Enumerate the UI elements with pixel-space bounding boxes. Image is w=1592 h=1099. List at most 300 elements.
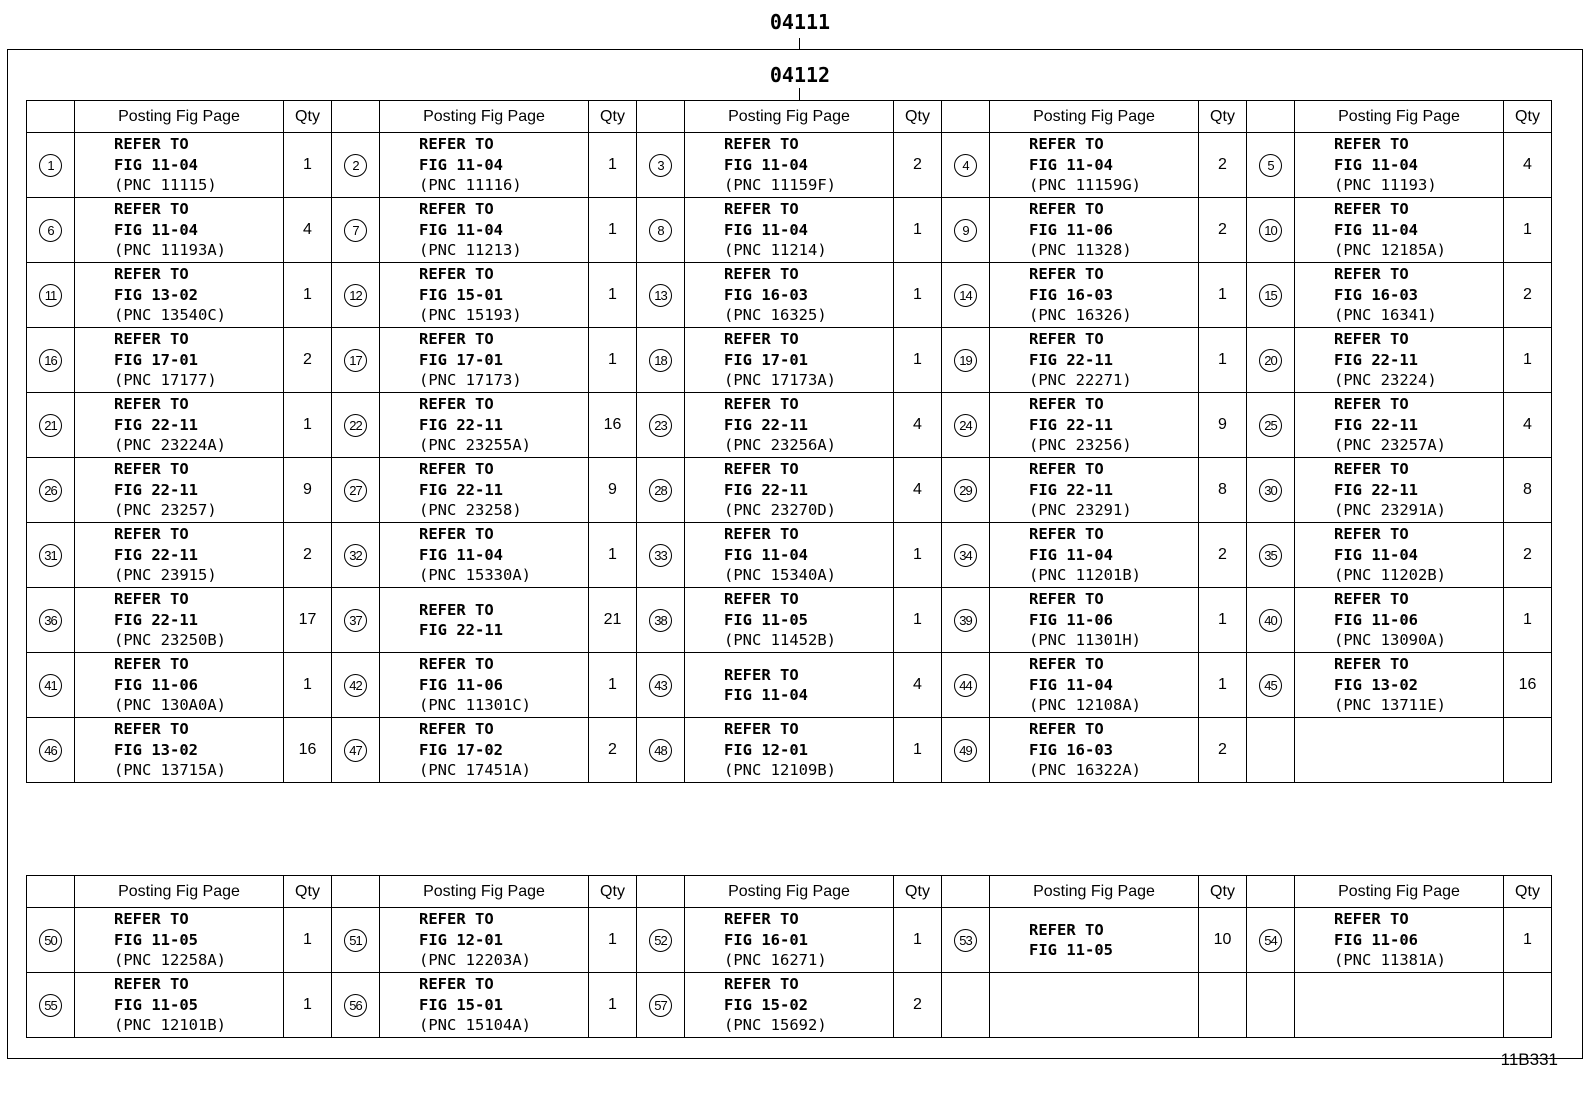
qty-cell: 1 xyxy=(894,263,942,328)
fig-page-ref: FIG 22-11 xyxy=(1029,480,1113,499)
pnc-ref: (PNC 23255A) xyxy=(419,436,531,455)
item-number-circle: 33 xyxy=(649,544,672,567)
qty-cell: 1 xyxy=(1504,908,1552,973)
item-number-cell xyxy=(942,973,990,1038)
refer-to-label: REFER TO xyxy=(114,590,189,609)
fig-page-ref: FIG 16-01 xyxy=(724,930,808,949)
fig-page-ref: FIG 15-01 xyxy=(419,995,503,1014)
posting-reference-cell xyxy=(1295,908,1504,973)
refer-to-label: REFER TO xyxy=(114,200,189,219)
posting-reference-cell xyxy=(1295,718,1504,783)
qty-cell: 1 xyxy=(1199,328,1247,393)
table-row xyxy=(27,133,1552,198)
posting-reference-cell xyxy=(1295,973,1504,1038)
qty-cell: 9 xyxy=(589,458,637,523)
refer-to-label: REFER TO xyxy=(1029,525,1104,544)
item-number-circle: 57 xyxy=(649,994,672,1017)
qty-cell: 2 xyxy=(1199,718,1247,783)
parts-reference-table xyxy=(26,100,1552,783)
item-number-circle: 41 xyxy=(39,674,62,697)
pnc-ref: (PNC 16322A) xyxy=(1029,761,1141,780)
header-num-cell xyxy=(332,101,380,133)
qty-cell: 2 xyxy=(284,328,332,393)
item-number-circle: 42 xyxy=(344,674,367,697)
header-num-cell xyxy=(27,101,75,133)
pnc-ref: (PNC 23270D) xyxy=(724,501,836,520)
item-number-cell xyxy=(1247,588,1295,653)
posting-reference-cell xyxy=(75,588,284,653)
pnc-ref: (PNC 12109B) xyxy=(724,761,836,780)
qty-cell: 2 xyxy=(1199,133,1247,198)
header-qty: Qty xyxy=(1504,876,1552,908)
item-number-circle: 3 xyxy=(649,154,672,177)
item-number-cell xyxy=(332,588,380,653)
refer-to-label: REFER TO xyxy=(419,330,494,349)
posting-reference-cell xyxy=(75,523,284,588)
fig-page-ref: FIG 16-03 xyxy=(1334,285,1418,304)
posting-reference-cell xyxy=(380,133,589,198)
posting-reference-cell xyxy=(380,718,589,783)
item-number-cell xyxy=(637,908,685,973)
pnc-ref: (PNC 15193) xyxy=(419,306,522,325)
refer-to-label: REFER TO xyxy=(1334,330,1409,349)
qty-cell: 1 xyxy=(589,653,637,718)
qty-cell: 1 xyxy=(589,523,637,588)
table-row xyxy=(27,588,1552,653)
pnc-ref: (PNC 17451A) xyxy=(419,761,531,780)
header-qty: Qty xyxy=(1199,101,1247,133)
pnc-ref: (PNC 15692) xyxy=(724,1016,827,1035)
pnc-ref: (PNC 11159F) xyxy=(724,176,836,195)
fig-page-ref: FIG 12-01 xyxy=(419,930,503,949)
item-number-cell xyxy=(1247,133,1295,198)
refer-to-label: REFER TO xyxy=(1029,395,1104,414)
item-number-circle: 32 xyxy=(344,544,367,567)
item-number-cell xyxy=(332,458,380,523)
refer-to-label: REFER TO xyxy=(1029,460,1104,479)
item-number-cell xyxy=(942,133,990,198)
pnc-ref: (PNC 23258) xyxy=(419,501,522,520)
pnc-ref: (PNC 23256) xyxy=(1029,436,1132,455)
fig-page-ref: FIG 22-11 xyxy=(1029,415,1113,434)
refer-to-label: REFER TO xyxy=(1029,200,1104,219)
item-number-cell xyxy=(332,263,380,328)
fig-page-ref: FIG 11-04 xyxy=(114,155,198,174)
refer-to-label: REFER TO xyxy=(114,525,189,544)
item-number-circle: 14 xyxy=(954,284,977,307)
header-num-cell xyxy=(332,876,380,908)
item-number-cell xyxy=(942,263,990,328)
fig-page-ref: FIG 11-06 xyxy=(1029,220,1113,239)
item-number-circle: 4 xyxy=(954,154,977,177)
qty-cell: 1 xyxy=(894,908,942,973)
refer-to-label: REFER TO xyxy=(114,655,189,674)
qty-cell: 2 xyxy=(894,133,942,198)
item-number-cell xyxy=(637,588,685,653)
refer-to-label: REFER TO xyxy=(1029,590,1104,609)
posting-reference-cell xyxy=(685,458,894,523)
refer-to-label: REFER TO xyxy=(114,330,189,349)
fig-page-ref: FIG 11-04 xyxy=(1029,675,1113,694)
item-number-cell xyxy=(637,328,685,393)
pnc-ref: (PNC 12108A) xyxy=(1029,696,1141,715)
item-number-circle: 13 xyxy=(649,284,672,307)
table-row xyxy=(27,393,1552,458)
fig-page-ref: FIG 11-05 xyxy=(1029,941,1113,959)
item-number-cell xyxy=(637,263,685,328)
header-num-cell xyxy=(1247,101,1295,133)
item-number-cell xyxy=(27,523,75,588)
qty-cell: 1 xyxy=(894,523,942,588)
pnc-ref: (PNC 12203A) xyxy=(419,951,531,970)
refer-to-label: REFER TO xyxy=(114,975,189,994)
item-number-circle: 1 xyxy=(39,154,62,177)
header-num-cell xyxy=(942,101,990,133)
item-number-circle: 20 xyxy=(1259,349,1282,372)
pnc-ref: (PNC 11193) xyxy=(1334,176,1437,195)
qty-cell: 17 xyxy=(284,588,332,653)
item-number-circle: 56 xyxy=(344,994,367,1017)
fig-page-ref: FIG 11-06 xyxy=(419,675,503,694)
pnc-ref: (PNC 23257A) xyxy=(1334,436,1446,455)
refer-to-label: REFER TO xyxy=(114,720,189,739)
fig-page-ref: FIG 13-02 xyxy=(1334,675,1418,694)
fig-page-ref: FIG 11-04 xyxy=(419,220,503,239)
header-qty: Qty xyxy=(589,101,637,133)
posting-reference-cell xyxy=(685,328,894,393)
pnc-ref: (PNC 11452B) xyxy=(724,631,836,650)
header-num-cell xyxy=(1247,876,1295,908)
pnc-ref: (PNC 13711E) xyxy=(1334,696,1446,715)
refer-to-label: REFER TO xyxy=(724,460,799,479)
table-row xyxy=(27,973,1552,1038)
fig-page-ref: FIG 22-11 xyxy=(724,415,808,434)
pnc-ref: (PNC 11381A) xyxy=(1334,951,1446,970)
posting-reference-cell xyxy=(685,198,894,263)
qty-cell: 1 xyxy=(1504,198,1552,263)
qty-cell: 1 xyxy=(589,908,637,973)
refer-to-label: REFER TO xyxy=(419,975,494,994)
qty-cell: 4 xyxy=(894,393,942,458)
pnc-ref: (PNC 15330A) xyxy=(419,566,531,585)
qty-cell: 2 xyxy=(1504,263,1552,328)
fig-page-ref: FIG 22-11 xyxy=(114,480,198,499)
refer-to-label: REFER TO xyxy=(724,265,799,284)
item-number-circle: 27 xyxy=(344,479,367,502)
fig-page-ref: FIG 13-02 xyxy=(114,285,198,304)
fig-page-ref: FIG 22-11 xyxy=(114,545,198,564)
posting-reference-cell xyxy=(75,973,284,1038)
qty-cell: 4 xyxy=(1504,393,1552,458)
posting-reference-cell xyxy=(75,393,284,458)
posting-reference-cell xyxy=(1295,393,1504,458)
refer-to-label: REFER TO xyxy=(1029,135,1104,154)
posting-reference-cell xyxy=(75,653,284,718)
item-number-cell xyxy=(637,393,685,458)
item-number-cell xyxy=(1247,718,1295,783)
header-posting-fig-page: Posting Fig Page xyxy=(75,876,284,908)
posting-reference-cell xyxy=(1295,133,1504,198)
pnc-ref: (PNC 13090A) xyxy=(1334,631,1446,650)
posting-reference-cell xyxy=(75,908,284,973)
header-num-cell xyxy=(942,876,990,908)
fig-page-ref: FIG 11-04 xyxy=(724,686,808,704)
posting-reference-cell xyxy=(380,973,589,1038)
qty-cell xyxy=(1504,973,1552,1038)
item-number-circle: 43 xyxy=(649,674,672,697)
header-num-cell xyxy=(27,876,75,908)
item-number-cell xyxy=(1247,523,1295,588)
item-number-circle: 46 xyxy=(39,739,62,762)
item-number-cell xyxy=(942,908,990,973)
qty-cell: 4 xyxy=(894,653,942,718)
item-number-circle: 31 xyxy=(39,544,62,567)
item-number-cell xyxy=(1247,328,1295,393)
item-number-cell xyxy=(637,133,685,198)
qty-cell: 1 xyxy=(1199,588,1247,653)
pnc-ref: (PNC 23250B) xyxy=(114,631,226,650)
refer-to-label: REFER TO xyxy=(114,265,189,284)
qty-cell: 1 xyxy=(284,973,332,1038)
pnc-ref: (PNC 11213) xyxy=(419,241,522,260)
item-number-circle: 24 xyxy=(954,414,977,437)
refer-to-label: REFER TO xyxy=(724,720,799,739)
pnc-ref: (PNC 130A0A) xyxy=(114,696,226,715)
item-number-circle: 6 xyxy=(39,219,62,242)
item-number-cell xyxy=(27,458,75,523)
posting-reference-cell xyxy=(380,263,589,328)
item-number-circle: 29 xyxy=(954,479,977,502)
fig-page-ref: FIG 11-04 xyxy=(724,545,808,564)
pnc-ref: (PNC 23291A) xyxy=(1334,501,1446,520)
refer-to-label: REFER TO xyxy=(1029,720,1104,739)
refer-to-label: REFER TO xyxy=(419,395,494,414)
posting-reference-cell xyxy=(1295,523,1504,588)
fig-page-ref: FIG 11-04 xyxy=(114,220,198,239)
leader-line-sub xyxy=(799,88,800,100)
posting-reference-cell xyxy=(685,133,894,198)
refer-to-label: REFER TO xyxy=(419,910,494,929)
posting-reference-cell xyxy=(380,328,589,393)
item-number-cell xyxy=(1247,973,1295,1038)
fig-page-ref: FIG 22-11 xyxy=(419,621,503,639)
fig-page-ref: FIG 22-11 xyxy=(1029,350,1113,369)
item-number-cell xyxy=(27,653,75,718)
item-number-cell xyxy=(637,973,685,1038)
qty-cell: 1 xyxy=(589,328,637,393)
refer-to-label: REFER TO xyxy=(1029,655,1104,674)
refer-to-label: REFER TO xyxy=(1334,395,1409,414)
item-number-cell xyxy=(27,908,75,973)
item-number-circle: 2 xyxy=(344,154,367,177)
header-posting-fig-page: Posting Fig Page xyxy=(1295,876,1504,908)
refer-to-label: REFER TO xyxy=(724,665,799,684)
item-number-circle: 35 xyxy=(1259,544,1282,567)
item-number-circle: 15 xyxy=(1259,284,1282,307)
posting-reference-cell xyxy=(685,973,894,1038)
item-number-cell xyxy=(942,328,990,393)
qty-cell: 1 xyxy=(589,133,637,198)
refer-to-label: REFER TO xyxy=(1029,330,1104,349)
pnc-ref: (PNC 23257) xyxy=(114,501,217,520)
qty-cell: 1 xyxy=(284,133,332,198)
header-posting-fig-page: Posting Fig Page xyxy=(1295,101,1504,133)
table-row xyxy=(27,523,1552,588)
pnc-ref: (PNC 17177) xyxy=(114,371,217,390)
item-number-circle: 52 xyxy=(649,929,672,952)
item-number-cell xyxy=(332,523,380,588)
qty-cell xyxy=(1504,718,1552,783)
table-row xyxy=(27,718,1552,783)
fig-page-ref: FIG 11-04 xyxy=(1029,545,1113,564)
posting-reference-cell xyxy=(380,523,589,588)
pnc-ref: (PNC 13540C) xyxy=(114,306,226,325)
fig-page-ref: FIG 16-03 xyxy=(724,285,808,304)
qty-cell: 8 xyxy=(1504,458,1552,523)
header-qty: Qty xyxy=(589,876,637,908)
posting-reference-cell xyxy=(990,973,1199,1038)
qty-cell: 1 xyxy=(284,263,332,328)
posting-reference-cell xyxy=(1295,198,1504,263)
fig-page-ref: FIG 16-03 xyxy=(1029,285,1113,304)
qty-cell xyxy=(1199,973,1247,1038)
posting-reference-cell xyxy=(1295,588,1504,653)
table-row xyxy=(27,458,1552,523)
header-posting-fig-page: Posting Fig Page xyxy=(75,101,284,133)
leader-line-top xyxy=(799,38,800,49)
posting-reference-cell xyxy=(380,198,589,263)
pnc-ref: (PNC 16325) xyxy=(724,306,827,325)
fig-page-ref: FIG 11-06 xyxy=(1029,610,1113,629)
refer-to-label: REFER TO xyxy=(1334,200,1409,219)
item-number-cell xyxy=(942,718,990,783)
item-number-cell xyxy=(942,588,990,653)
posting-reference-cell xyxy=(75,133,284,198)
refer-to-label: REFER TO xyxy=(724,200,799,219)
item-number-circle: 18 xyxy=(649,349,672,372)
refer-to-label: REFER TO xyxy=(1334,655,1409,674)
posting-reference-cell xyxy=(685,718,894,783)
pnc-ref: (PNC 16271) xyxy=(724,951,827,970)
qty-cell: 4 xyxy=(1504,133,1552,198)
refer-to-label: REFER TO xyxy=(724,975,799,994)
fig-page-ref: FIG 11-05 xyxy=(724,610,808,629)
item-number-circle: 26 xyxy=(39,479,62,502)
qty-cell: 2 xyxy=(284,523,332,588)
fig-page-ref: FIG 11-04 xyxy=(419,545,503,564)
header-posting-fig-page: Posting Fig Page xyxy=(990,876,1199,908)
refer-to-label: REFER TO xyxy=(1334,265,1409,284)
fig-page-ref: FIG 22-11 xyxy=(114,415,198,434)
refer-to-label: REFER TO xyxy=(1334,910,1409,929)
fig-page-ref: FIG 11-04 xyxy=(724,220,808,239)
posting-reference-cell xyxy=(990,328,1199,393)
header-posting-fig-page: Posting Fig Page xyxy=(685,876,894,908)
fig-page-ref: FIG 17-02 xyxy=(419,740,503,759)
item-number-cell xyxy=(27,393,75,458)
item-number-cell xyxy=(942,393,990,458)
pnc-ref: (PNC 16326) xyxy=(1029,306,1132,325)
table-row xyxy=(27,653,1552,718)
header-posting-fig-page: Posting Fig Page xyxy=(685,101,894,133)
parts-reference-table-continued xyxy=(26,875,1552,1038)
qty-cell: 1 xyxy=(1504,328,1552,393)
posting-reference-cell xyxy=(1295,458,1504,523)
fig-page-ref: FIG 17-01 xyxy=(114,350,198,369)
item-number-cell xyxy=(332,718,380,783)
item-number-circle: 10 xyxy=(1259,219,1282,242)
item-number-circle: 22 xyxy=(344,414,367,437)
header-qty: Qty xyxy=(284,101,332,133)
fig-page-ref: FIG 22-11 xyxy=(419,415,503,434)
qty-cell: 8 xyxy=(1199,458,1247,523)
pnc-ref: (PNC 11301C) xyxy=(419,696,531,715)
refer-to-label: REFER TO xyxy=(724,525,799,544)
fig-page-ref: FIG 22-11 xyxy=(114,610,198,629)
item-number-circle: 17 xyxy=(344,349,367,372)
fig-page-ref: FIG 11-06 xyxy=(1334,930,1418,949)
fig-page-ref: FIG 11-06 xyxy=(114,675,198,694)
refer-to-label: REFER TO xyxy=(419,720,494,739)
posting-reference-cell xyxy=(990,908,1199,973)
item-number-cell xyxy=(332,908,380,973)
posting-reference-cell xyxy=(685,588,894,653)
item-number-cell xyxy=(27,133,75,198)
pnc-ref: (PNC 11202B) xyxy=(1334,566,1446,585)
item-number-circle: 25 xyxy=(1259,414,1282,437)
item-number-circle: 19 xyxy=(954,349,977,372)
posting-reference-cell xyxy=(990,198,1199,263)
pnc-ref: (PNC 12185A) xyxy=(1334,241,1446,260)
qty-cell: 9 xyxy=(1199,393,1247,458)
pnc-ref: (PNC 23224A) xyxy=(114,436,226,455)
qty-cell: 4 xyxy=(894,458,942,523)
qty-cell: 9 xyxy=(284,458,332,523)
item-number-cell xyxy=(27,263,75,328)
assembly-code-04112: 04112 xyxy=(769,63,831,87)
qty-cell: 1 xyxy=(589,973,637,1038)
posting-reference-cell xyxy=(75,458,284,523)
illustration-code: 11B331 xyxy=(1500,1050,1558,1069)
item-number-circle: 54 xyxy=(1259,929,1282,952)
item-number-cell xyxy=(332,973,380,1038)
posting-reference-cell xyxy=(990,718,1199,783)
refer-to-label: REFER TO xyxy=(724,395,799,414)
fig-page-ref: FIG 11-04 xyxy=(1029,155,1113,174)
item-number-cell xyxy=(27,588,75,653)
item-number-circle: 47 xyxy=(344,739,367,762)
posting-reference-cell xyxy=(380,393,589,458)
item-number-cell xyxy=(1247,393,1295,458)
fig-page-ref: FIG 11-05 xyxy=(114,930,198,949)
item-number-cell xyxy=(27,198,75,263)
qty-cell: 16 xyxy=(589,393,637,458)
item-number-circle: 8 xyxy=(649,219,672,242)
qty-cell: 1 xyxy=(589,198,637,263)
pnc-ref: (PNC 17173A) xyxy=(724,371,836,390)
refer-to-label: REFER TO xyxy=(724,590,799,609)
refer-to-label: REFER TO xyxy=(1334,590,1409,609)
item-number-cell xyxy=(942,198,990,263)
item-number-circle: 51 xyxy=(344,929,367,952)
item-number-cell xyxy=(637,653,685,718)
header-posting-fig-page: Posting Fig Page xyxy=(990,101,1199,133)
header-qty: Qty xyxy=(894,101,942,133)
qty-cell: 2 xyxy=(894,973,942,1038)
item-number-cell xyxy=(332,198,380,263)
fig-page-ref: FIG 11-04 xyxy=(724,155,808,174)
posting-reference-cell xyxy=(685,393,894,458)
